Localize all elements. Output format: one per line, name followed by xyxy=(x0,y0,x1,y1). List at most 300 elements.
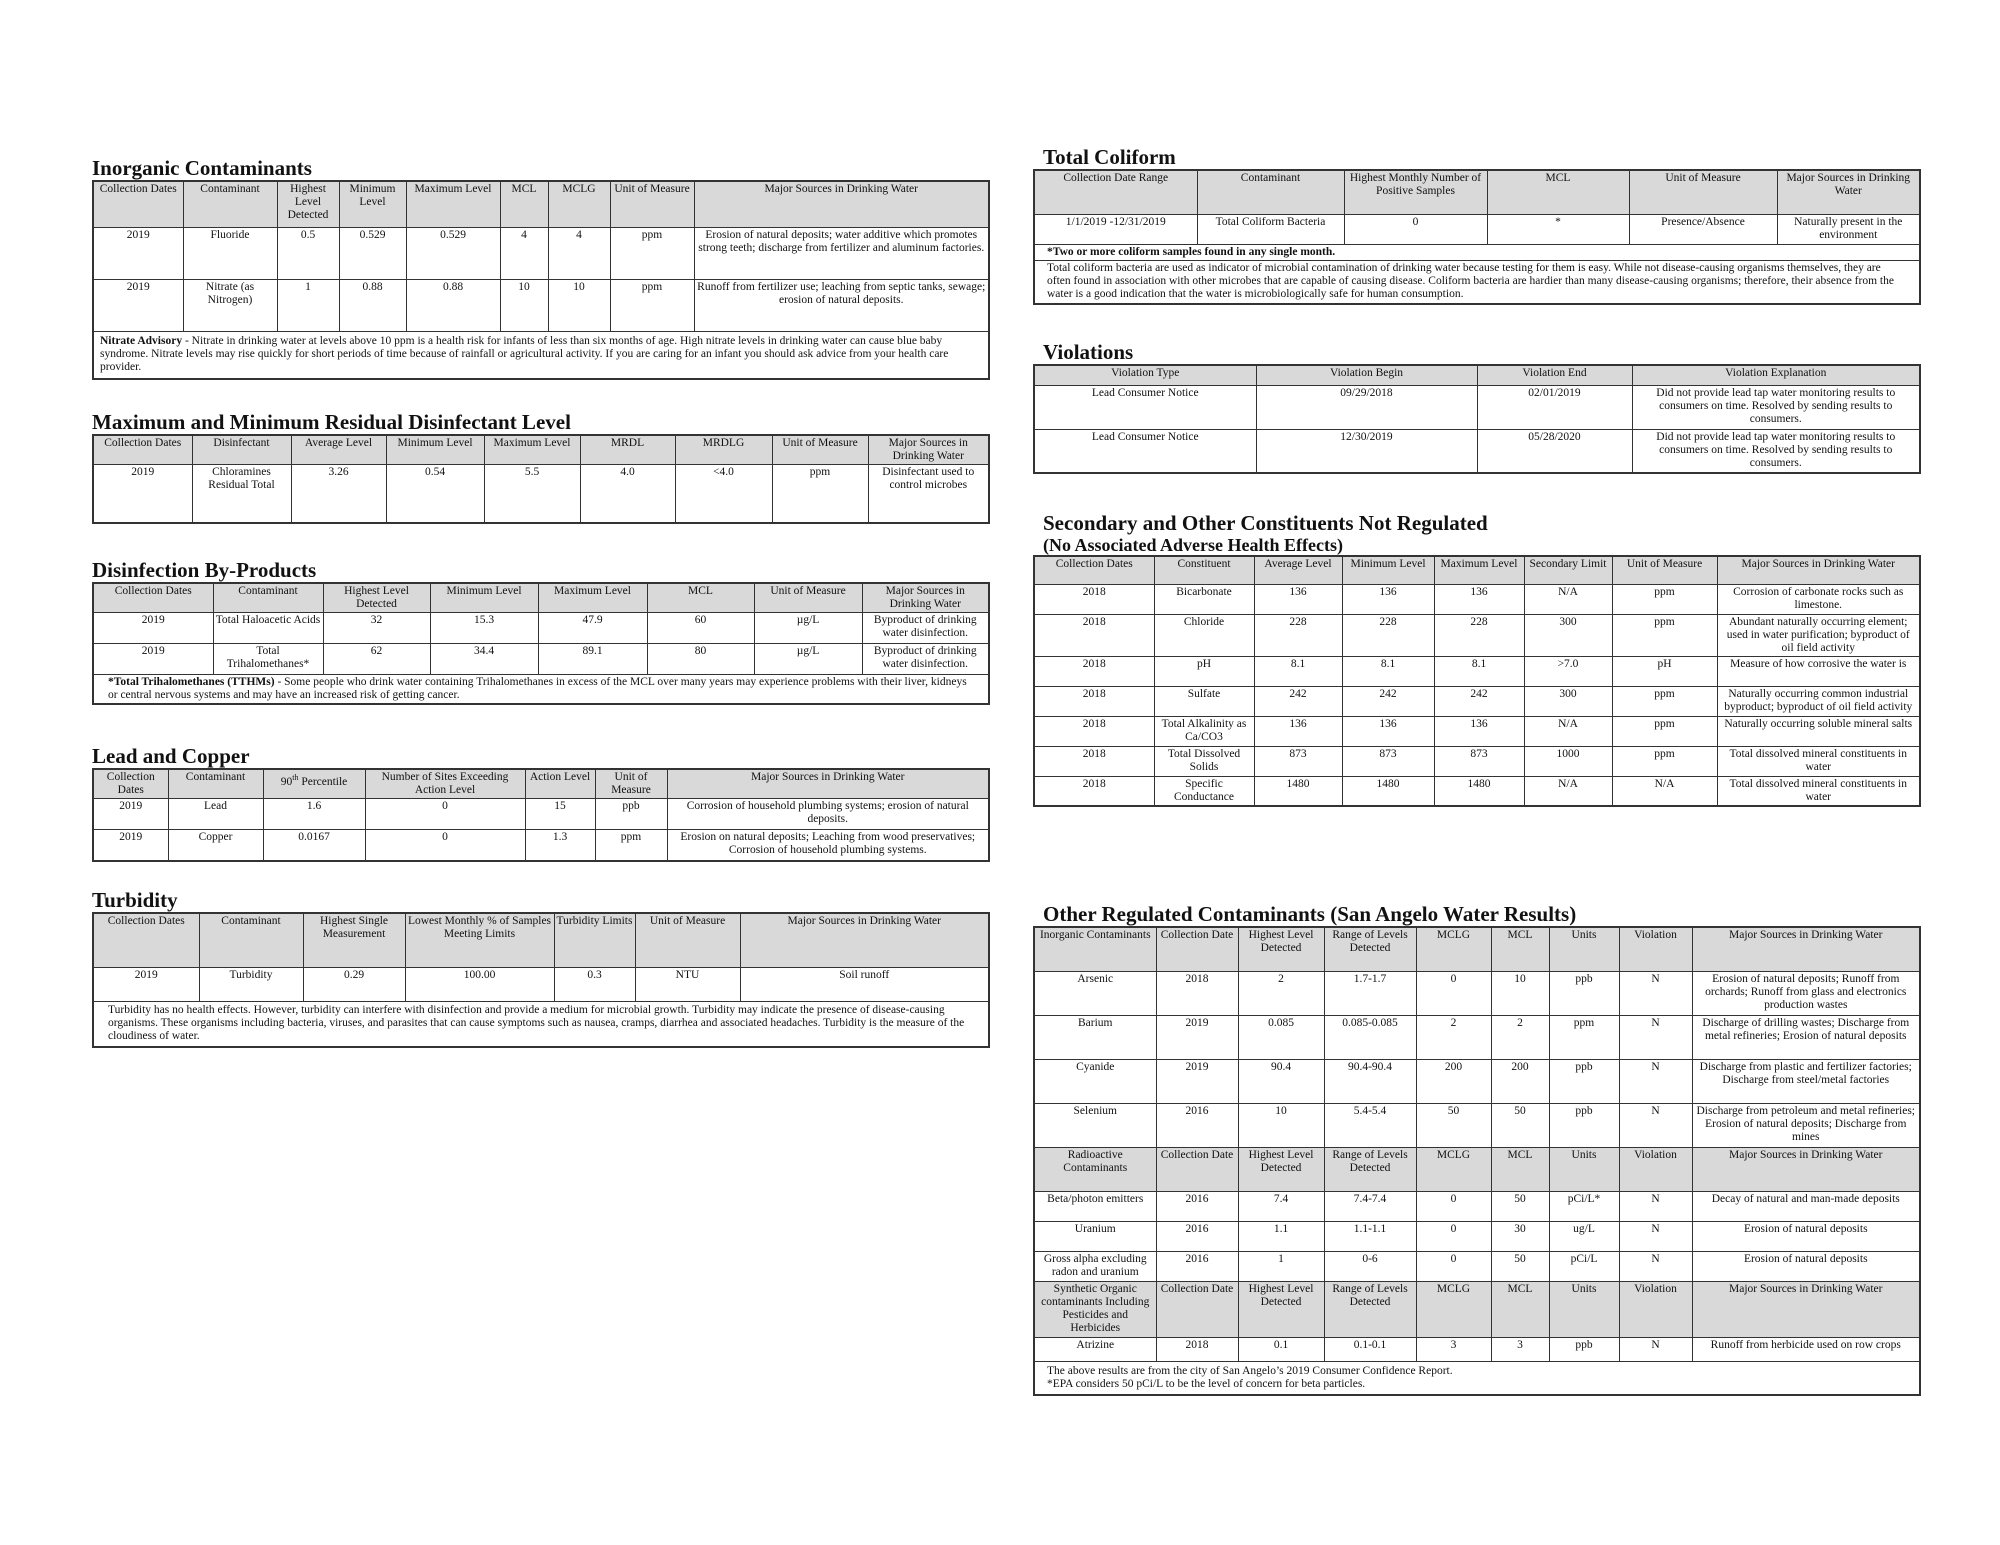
table-cell: 0 xyxy=(1416,1191,1491,1221)
table-cell: Discharge from petroleum and metal refineries; Erosion of natural deposits; Discharge from mines xyxy=(1692,1103,1920,1147)
column-header: Maximum Level xyxy=(484,435,580,465)
column-header: Inorganic Contaminants xyxy=(1034,927,1156,971)
table-cell: 1000 xyxy=(1524,746,1612,776)
secondary-header-row xyxy=(1034,556,1920,584)
table-cell: 136 xyxy=(1342,716,1434,746)
table-cell: Lead Consumer Notice xyxy=(1034,429,1256,473)
table-cell: 2019 xyxy=(93,830,168,861)
table-cell: 50 xyxy=(1491,1103,1549,1147)
column-header: Highest Level Detected xyxy=(1238,1147,1324,1191)
table-cell: Barium xyxy=(1034,1015,1156,1059)
subheader-row xyxy=(1034,1281,1920,1337)
table-cell: NTU xyxy=(635,967,740,1001)
table-cell: Turbidity xyxy=(199,967,303,1001)
table-cell: >7.0 xyxy=(1524,656,1612,686)
column-header: Collection Dates xyxy=(93,913,199,967)
table-cell: 89.1 xyxy=(538,644,647,675)
column-header: MCLG xyxy=(1416,927,1491,971)
table-cell: Disinfectant used to control microbes xyxy=(868,465,989,523)
table-cell: N xyxy=(1619,1059,1692,1103)
coliform-note-2: Total coliform bacteria are used as indicator of microbial contamination of drinking water because testing for them is easy. While not disease-causing organisms themselves, they are often found in association with other microbes that are capable of causing disease. Coliform bacteria are hardier than many disease-causing organisms; therefore, their absence from the water is a good indication that the water is microbiologically safe for human consumption. xyxy=(1034,260,1920,304)
table-cell: 2019 xyxy=(1156,1015,1238,1059)
other-radio-header xyxy=(1034,1147,1920,1191)
table-cell: Erosion of natural deposits xyxy=(1692,1251,1920,1281)
table-cell: Fluoride xyxy=(183,227,277,279)
turbidity-body xyxy=(93,967,989,1001)
column-header: Major Sources in Drinking Water xyxy=(1692,927,1920,971)
table-cell: Byproduct of drinking water disinfection. xyxy=(862,613,989,644)
table-row xyxy=(1034,686,1920,716)
table-cell: 136 xyxy=(1254,716,1342,746)
table-cell: 0.085-0.085 xyxy=(1324,1015,1416,1059)
table-cell: Did not provide lead tap water monitoring results to consumers on time. Resolved by sending results to consumers. xyxy=(1632,429,1920,473)
table-cell: 228 xyxy=(1254,614,1342,656)
table-cell: 1480 xyxy=(1342,776,1434,806)
table-cell: Arsenic xyxy=(1034,971,1156,1015)
column-header: Minimum Level xyxy=(430,583,538,613)
table-cell: 2018 xyxy=(1034,686,1154,716)
table-cell: 0.529 xyxy=(339,227,406,279)
column-header: Collection Dates xyxy=(93,435,192,465)
column-header: Highest Monthly Number of Positive Samples xyxy=(1344,170,1487,214)
dbp-table xyxy=(92,582,990,705)
table-cell: 8.1 xyxy=(1434,656,1524,686)
table-cell: N/A xyxy=(1524,776,1612,806)
column-header: Highest Level Detected xyxy=(1238,927,1324,971)
other-radio-body xyxy=(1034,1191,1920,1281)
table-row xyxy=(1034,1015,1920,1059)
dbp-body xyxy=(93,613,989,675)
table-cell: Copper xyxy=(168,830,263,861)
turbidity-header-row xyxy=(93,913,989,967)
lead-copper-table xyxy=(92,768,990,862)
column-header: Disinfectant xyxy=(192,435,291,465)
table-cell: ppm xyxy=(1612,746,1717,776)
table-cell: 50 xyxy=(1491,1191,1549,1221)
table-cell: pCi/L xyxy=(1549,1251,1619,1281)
table-cell: 228 xyxy=(1434,614,1524,656)
table-row xyxy=(93,644,989,675)
table-cell: N/A xyxy=(1524,584,1612,614)
column-header: Synthetic Organic contaminants Including Pesticides and Herbicides xyxy=(1034,1281,1156,1337)
column-header: MCL xyxy=(1491,927,1549,971)
table-cell: 0-6 xyxy=(1324,1251,1416,1281)
other-synth-header xyxy=(1034,1281,1920,1337)
turbidity-table xyxy=(92,912,990,1048)
table-cell: pCi/L* xyxy=(1549,1191,1619,1221)
column-header: Minimum Level xyxy=(1342,556,1434,584)
table-cell: 1.1-1.1 xyxy=(1324,1221,1416,1251)
column-header: Violation xyxy=(1619,1281,1692,1337)
inorganic-section xyxy=(92,156,990,380)
table-cell: 15.3 xyxy=(430,613,538,644)
column-header: Average Level xyxy=(291,435,386,465)
table-cell: ppb xyxy=(1549,971,1619,1015)
column-header: MRDLG xyxy=(675,435,772,465)
table-cell: 10 xyxy=(1491,971,1549,1015)
table-cell: 1.6 xyxy=(263,799,365,830)
table-cell: 1 xyxy=(277,279,339,331)
column-header: Range of Levels Detected xyxy=(1324,927,1416,971)
column-header: MCL xyxy=(1491,1147,1549,1191)
table-row xyxy=(1034,1191,1920,1221)
other-synth-body xyxy=(1034,1337,1920,1361)
table-cell: Cyanide xyxy=(1034,1059,1156,1103)
column-header: Collection Date Range xyxy=(1034,170,1197,214)
residual-table xyxy=(92,434,990,524)
table-cell: 90.4 xyxy=(1238,1059,1324,1103)
table-cell: 136 xyxy=(1434,716,1524,746)
table-cell: ppm xyxy=(1612,614,1717,656)
column-header: MCLG xyxy=(548,181,610,227)
table-cell: N xyxy=(1619,1337,1692,1361)
dbp-header-row xyxy=(93,583,989,613)
column-header: Violation End xyxy=(1477,365,1632,385)
table-cell: Naturally present in the environment xyxy=(1777,214,1920,244)
table-cell: 242 xyxy=(1342,686,1434,716)
nitrate-advisory: Nitrate Advisory - Nitrate in drinking water at levels above 10 ppm is a health risk for infants of less than six months of age. High nitrate levels in drinking water can cause blue baby syndrome. Nitrate levels may rise quickly for short periods of time because of rainfall or agricultural activity. If you are caring for an infant you should ask advice from your health care provider. xyxy=(93,331,989,379)
column-header: Unit of Measure xyxy=(595,769,667,799)
table-cell: Total Coliform Bacteria xyxy=(1197,214,1344,244)
table-cell: 2 xyxy=(1238,971,1324,1015)
table-cell: 0.1-0.1 xyxy=(1324,1337,1416,1361)
table-cell: 136 xyxy=(1434,584,1524,614)
table-cell: Corrosion of household plumbing systems; erosion of natural deposits. xyxy=(667,799,989,830)
table-cell: N xyxy=(1619,1221,1692,1251)
table-cell: µg/L xyxy=(754,613,862,644)
table-cell: 4 xyxy=(548,227,610,279)
table-row xyxy=(1034,1251,1920,1281)
table-cell: Nitrate (as Nitrogen) xyxy=(183,279,277,331)
table-cell: N/A xyxy=(1524,716,1612,746)
column-header: Major Sources in Drinking Water xyxy=(1692,1147,1920,1191)
table-row xyxy=(1034,1337,1920,1361)
secondary-body xyxy=(1034,584,1920,806)
table-row xyxy=(1034,776,1920,806)
table-cell: Erosion of natural deposits xyxy=(1692,1221,1920,1251)
column-header: MCLG xyxy=(1416,1147,1491,1191)
table-cell: 2019 xyxy=(93,613,213,644)
table-cell: 0.1 xyxy=(1238,1337,1324,1361)
inorganic-body xyxy=(93,227,989,331)
table-cell: 90.4-90.4 xyxy=(1324,1059,1416,1103)
column-header: Highest Level Detected xyxy=(277,181,339,227)
table-row xyxy=(1034,971,1920,1015)
table-cell: 1.1 xyxy=(1238,1221,1324,1251)
table-cell: Erosion of natural deposits; Runoff from orchards; Runoff from glass and electronics production wastes xyxy=(1692,971,1920,1015)
column-header: Turbidity Limits xyxy=(554,913,635,967)
column-header: Highest Level Detected xyxy=(1238,1281,1324,1337)
table-row xyxy=(1034,656,1920,686)
table-cell: 10 xyxy=(500,279,548,331)
table-cell: Specific Conductance xyxy=(1154,776,1254,806)
table-cell: Chloramines Residual Total xyxy=(192,465,291,523)
table-cell: 1/1/2019 -12/31/2019 xyxy=(1034,214,1197,244)
table-cell: 0 xyxy=(1416,1251,1491,1281)
column-header: MCL xyxy=(500,181,548,227)
table-cell: Lead Consumer Notice xyxy=(1034,385,1256,429)
inorganic-title: Inorganic Contaminants xyxy=(92,156,312,180)
column-header: Maximum Level xyxy=(1434,556,1524,584)
table-cell: Abundant naturally occurring element; used in water purification; byproduct of oil field activity xyxy=(1717,614,1920,656)
table-cell: 2018 xyxy=(1034,776,1154,806)
table-cell: 10 xyxy=(548,279,610,331)
table-cell: 0.529 xyxy=(406,227,500,279)
column-header: Minimum Level xyxy=(339,181,406,227)
table-cell: ppm xyxy=(772,465,868,523)
table-cell: <4.0 xyxy=(675,465,772,523)
column-header: MCL xyxy=(1487,170,1629,214)
table-cell: ppm xyxy=(610,279,694,331)
table-cell: 1 xyxy=(1238,1251,1324,1281)
column-header: Contaminant xyxy=(199,913,303,967)
table-cell: 100.00 xyxy=(405,967,554,1001)
table-cell: 0.5 xyxy=(277,227,339,279)
subheader-row xyxy=(1034,1147,1920,1191)
dbp-section xyxy=(92,558,990,705)
column-header: Contaminant xyxy=(168,769,263,799)
table-row xyxy=(1034,1059,1920,1103)
table-cell: 2018 xyxy=(1034,614,1154,656)
violations-body xyxy=(1034,385,1920,473)
column-header: Radioactive Contaminants xyxy=(1034,1147,1156,1191)
table-cell: Runoff from herbicide used on row crops xyxy=(1692,1337,1920,1361)
column-header: Number of Sites Exceeding Action Level xyxy=(365,769,525,799)
column-header: Major Sources in Drinking Water xyxy=(862,583,989,613)
column-header: Collection Date xyxy=(1156,1147,1238,1191)
secondary-section xyxy=(1033,511,1921,807)
table-cell: Chloride xyxy=(1154,614,1254,656)
table-cell: 2018 xyxy=(1034,656,1154,686)
coliform-note-1: *Two or more coliform samples found in any single month. xyxy=(1034,244,1920,260)
table-cell: 4 xyxy=(500,227,548,279)
residual-section xyxy=(92,410,990,524)
column-header: Constituent xyxy=(1154,556,1254,584)
violations-table xyxy=(1033,364,1921,474)
other-regulated-section xyxy=(1033,902,1921,1396)
table-cell: 0.3 xyxy=(554,967,635,1001)
table-cell: 0 xyxy=(1416,1221,1491,1251)
column-header: Collection Dates xyxy=(93,181,183,227)
table-cell: 30 xyxy=(1491,1221,1549,1251)
column-header: Major Sources in Drinking Water xyxy=(1717,556,1920,584)
table-cell: Discharge from plastic and fertilizer factories; Discharge from steel/metal factories xyxy=(1692,1059,1920,1103)
column-header: Collection Date xyxy=(1156,927,1238,971)
table-row xyxy=(1034,746,1920,776)
table-cell: Discharge of drilling wastes; Discharge from metal refineries; Erosion of natural deposits xyxy=(1692,1015,1920,1059)
column-header: Unit of Measure xyxy=(635,913,740,967)
table-cell: 1480 xyxy=(1254,776,1342,806)
table-cell: ug/L xyxy=(1549,1221,1619,1251)
column-header: Major Sources in Drinking Water xyxy=(1777,170,1920,214)
table-cell: 12/30/2019 xyxy=(1256,429,1477,473)
table-cell: Total Dissolved Solids xyxy=(1154,746,1254,776)
column-header: Contaminant xyxy=(213,583,323,613)
table-cell: 62 xyxy=(323,644,430,675)
table-cell: 50 xyxy=(1491,1251,1549,1281)
table-cell: ppm xyxy=(1612,584,1717,614)
table-cell: 5.5 xyxy=(484,465,580,523)
column-header: Major Sources in Drinking Water xyxy=(667,769,989,799)
column-header: MCL xyxy=(647,583,754,613)
table-row xyxy=(1034,429,1920,473)
coliform-table xyxy=(1033,169,1921,305)
table-cell: Naturally occurring common industrial byproduct; byproduct of oil field activity xyxy=(1717,686,1920,716)
table-cell: Naturally occurring soluble mineral salts xyxy=(1717,716,1920,746)
secondary-subtitle: (No Associated Adverse Health Effects) xyxy=(1043,535,1343,555)
coliform-section xyxy=(1033,145,1921,305)
table-cell: 2018 xyxy=(1034,584,1154,614)
coliform-body xyxy=(1034,214,1920,244)
table-row xyxy=(1034,614,1920,656)
violations-section xyxy=(1033,340,1921,474)
table-cell: 15 xyxy=(525,799,595,830)
table-cell: Total Alkalinity as Ca/CO3 xyxy=(1154,716,1254,746)
table-cell: 8.1 xyxy=(1342,656,1434,686)
table-cell: 7.4 xyxy=(1238,1191,1324,1221)
turbidity-title: Turbidity xyxy=(92,888,178,912)
table-cell: N xyxy=(1619,1015,1692,1059)
table-cell: 0 xyxy=(365,830,525,861)
table-row xyxy=(93,465,989,523)
table-cell: 47.9 xyxy=(538,613,647,644)
table-cell: 0.085 xyxy=(1238,1015,1324,1059)
column-header: MCLG xyxy=(1416,1281,1491,1337)
table-cell: N xyxy=(1619,971,1692,1015)
table-cell: pH xyxy=(1154,656,1254,686)
table-cell: 5.4-5.4 xyxy=(1324,1103,1416,1147)
table-cell: 34.4 xyxy=(430,644,538,675)
table-cell: 1480 xyxy=(1434,776,1524,806)
table-row xyxy=(93,799,989,830)
table-cell: 80 xyxy=(647,644,754,675)
column-header: Major Sources in Drinking Water xyxy=(1692,1281,1920,1337)
table-cell: ppb xyxy=(1549,1337,1619,1361)
other-note xyxy=(1034,1361,1920,1395)
residual-title: Maximum and Minimum Residual Disinfectant Level xyxy=(92,410,571,434)
other-inorganic-body xyxy=(1034,971,1920,1147)
table-cell: ppm xyxy=(1612,716,1717,746)
table-cell: Atrizine xyxy=(1034,1337,1156,1361)
table-cell: Total dissolved mineral constituents in water xyxy=(1717,776,1920,806)
table-row xyxy=(93,227,989,279)
table-cell: 0.88 xyxy=(406,279,500,331)
table-cell: Byproduct of drinking water disinfection. xyxy=(862,644,989,675)
table-cell: 3 xyxy=(1491,1337,1549,1361)
table-cell: 300 xyxy=(1524,686,1612,716)
table-row xyxy=(93,279,989,331)
column-header: Major Sources in Drinking Water xyxy=(694,181,989,227)
table-cell: Total Trihalomethanes* xyxy=(213,644,323,675)
table-cell: ppb xyxy=(1549,1103,1619,1147)
column-header: Collection Dates xyxy=(93,583,213,613)
coliform-header-row xyxy=(1034,170,1920,214)
column-header: Units xyxy=(1549,1147,1619,1191)
table-cell: 3.26 xyxy=(291,465,386,523)
table-cell: 200 xyxy=(1491,1059,1549,1103)
column-header: Violation Begin xyxy=(1256,365,1477,385)
column-header: Violation Explanation xyxy=(1632,365,1920,385)
table-row xyxy=(93,967,989,1001)
column-header: Maximum Level xyxy=(406,181,500,227)
column-header: Unit of Measure xyxy=(1612,556,1717,584)
table-cell: 0.88 xyxy=(339,279,406,331)
column-header: Unit of Measure xyxy=(1629,170,1777,214)
table-cell: Sulfate xyxy=(1154,686,1254,716)
table-cell: 2019 xyxy=(93,644,213,675)
coliform-title: Total Coliform xyxy=(1043,145,1176,169)
table-cell: 2 xyxy=(1416,1015,1491,1059)
table-cell: Corrosion of carbonate rocks such as limestone. xyxy=(1717,584,1920,614)
column-header: Collection Dates xyxy=(93,769,168,799)
column-header: Major Sources in Drinking Water xyxy=(740,913,989,967)
table-cell: 2 xyxy=(1491,1015,1549,1059)
table-cell: 0.0167 xyxy=(263,830,365,861)
table-cell: 4.0 xyxy=(580,465,675,523)
table-cell: 02/01/2019 xyxy=(1477,385,1632,429)
secondary-table xyxy=(1033,555,1921,807)
inorganic-table xyxy=(92,180,990,380)
violations-title: Violations xyxy=(1043,340,1134,364)
table-cell: 2016 xyxy=(1156,1191,1238,1221)
table-row xyxy=(93,613,989,644)
column-header: Secondary Limit xyxy=(1524,556,1612,584)
other-note-1: The above results are from the city of San Angelo’s 2019 Consumer Confidence Report. xyxy=(1047,1364,1453,1377)
table-cell: Did not provide lead tap water monitoring results to consumers on time. Resolved by sending results to consumers. xyxy=(1632,385,1920,429)
table-cell: 2019 xyxy=(93,799,168,830)
other-regulated-title: Other Regulated Contaminants (San Angelo Water Results) xyxy=(1043,902,1577,926)
lead-copper-section xyxy=(92,744,990,862)
column-header: Unit of Measure xyxy=(754,583,862,613)
column-header: Major Sources in Drinking Water xyxy=(868,435,989,465)
lead-copper-title: Lead and Copper xyxy=(92,744,250,768)
table-row xyxy=(1034,716,1920,746)
table-cell: 50 xyxy=(1416,1103,1491,1147)
table-cell: 60 xyxy=(647,613,754,644)
table-cell: pH xyxy=(1612,656,1717,686)
table-cell: 242 xyxy=(1434,686,1524,716)
lead-copper-header-row xyxy=(93,769,989,799)
column-header: Collection Date xyxy=(1156,1281,1238,1337)
column-header: Unit of Measure xyxy=(610,181,694,227)
tthm-note: *Total Trihalomethanes (TTHMs) - Some people who drink water containing Trihalomethanes in excess of the MCL over many years may experience problems with their liver, kidneys or central nervous systems and may have an increased risk of getting cancer. xyxy=(93,675,989,705)
subheader-row xyxy=(1034,927,1920,971)
table-cell: 242 xyxy=(1254,686,1342,716)
table-cell: 7.4-7.4 xyxy=(1324,1191,1416,1221)
table-row xyxy=(1034,584,1920,614)
column-header: Range of Levels Detected xyxy=(1324,1147,1416,1191)
table-cell: Measure of how corrosive the water is xyxy=(1717,656,1920,686)
inorganic-header-row xyxy=(93,181,989,227)
lead-copper-body xyxy=(93,799,989,861)
column-header: MCL xyxy=(1491,1281,1549,1337)
table-cell: Erosion on natural deposits; Leaching from wood preservatives; Corrosion of household plumbing systems. xyxy=(667,830,989,861)
column-header: Contaminant xyxy=(1197,170,1344,214)
table-cell: 2019 xyxy=(93,279,183,331)
table-cell: Selenium xyxy=(1034,1103,1156,1147)
column-header: 90th Percentile xyxy=(263,769,365,799)
table-cell: Erosion of natural deposits; water additive which promotes strong teeth; discharge from fertilizer and aluminum factories. xyxy=(694,227,989,279)
table-cell: Gross alpha excluding radon and uranium xyxy=(1034,1251,1156,1281)
column-header: Units xyxy=(1549,927,1619,971)
table-cell: ppm xyxy=(595,830,667,861)
table-cell: ppb xyxy=(1549,1059,1619,1103)
table-cell: Total Haloacetic Acids xyxy=(213,613,323,644)
table-cell: Runoff from fertilizer use; leaching from septic tanks, sewage; erosion of natural deposits. xyxy=(694,279,989,331)
column-header: Contaminant xyxy=(183,181,277,227)
other-inorganic-header xyxy=(1034,927,1920,971)
residual-header-row xyxy=(93,435,989,465)
